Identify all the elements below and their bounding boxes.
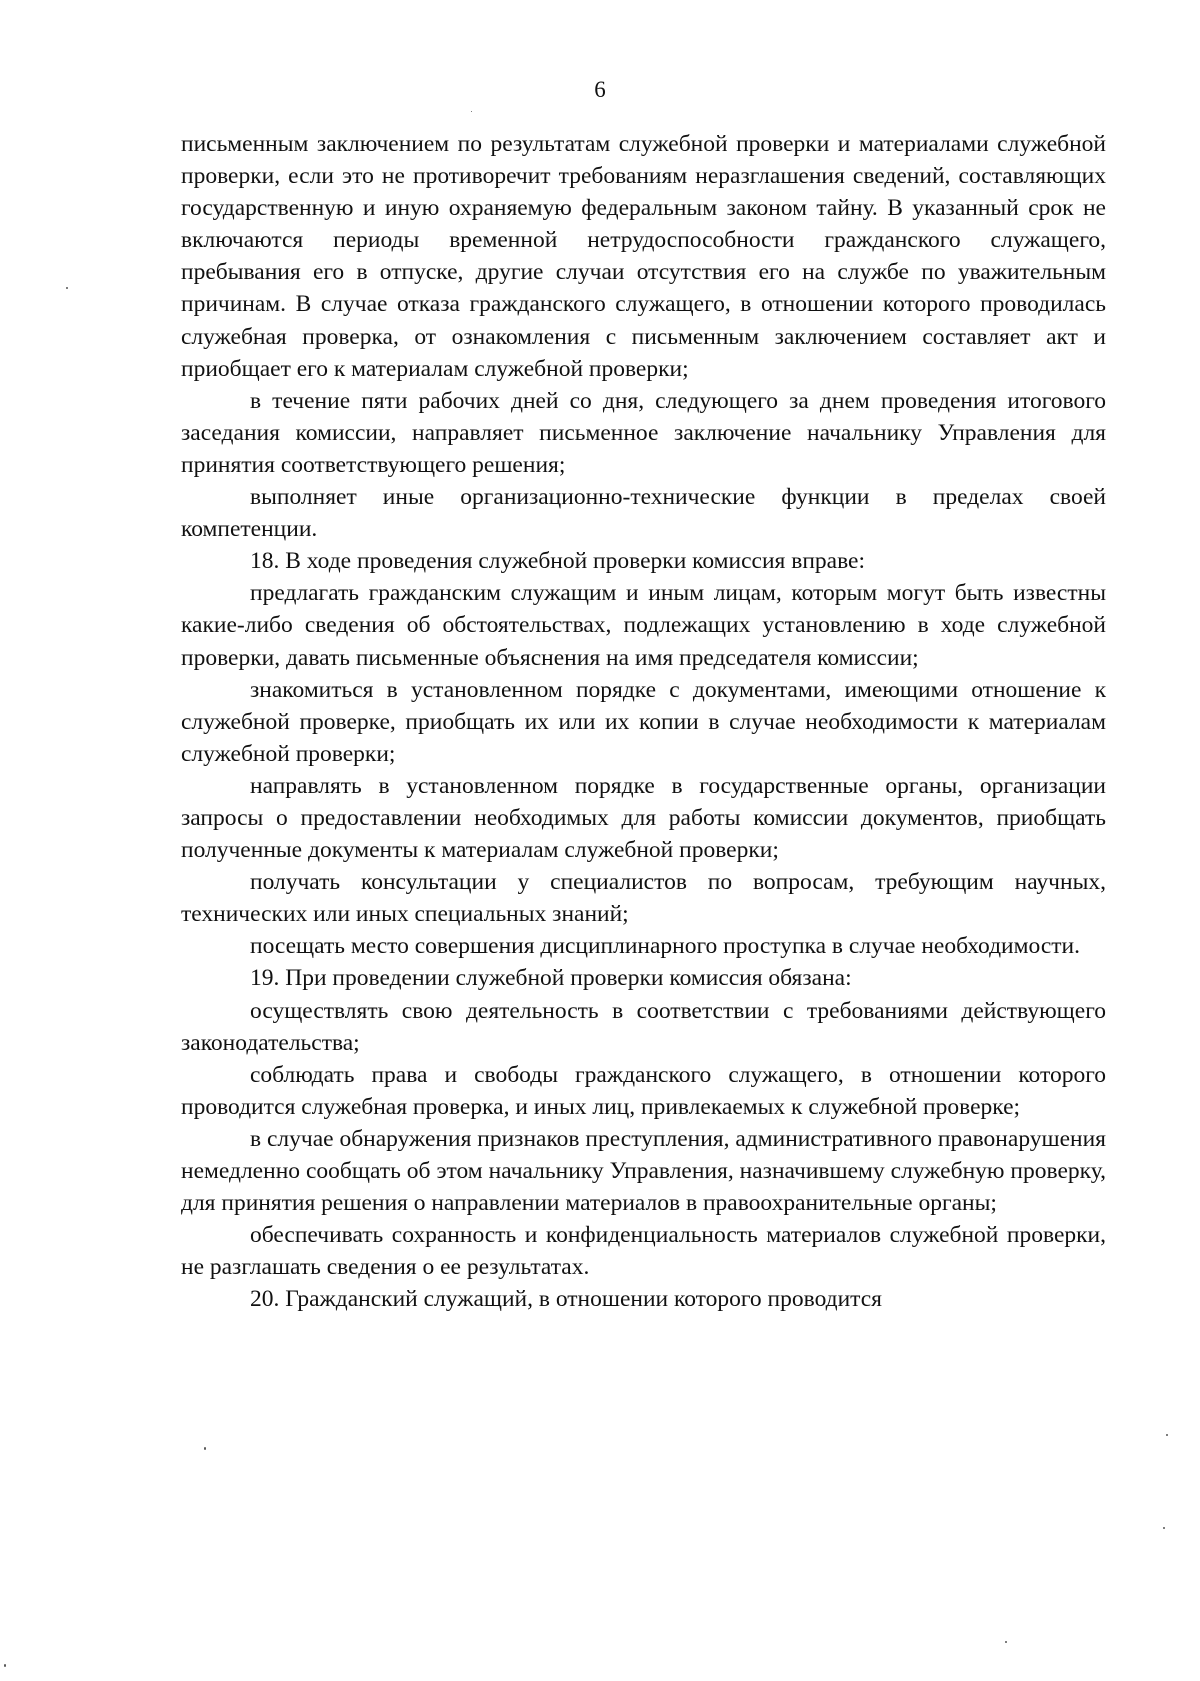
paragraph: в случае обнаружения признаков преступления, административного правонарушения немедленно сообщать об этом начальнику Управления, назначившему служебную проверку, для принятия решения о направлении материалов в правоохранительные органы; xyxy=(181,1125,1106,1217)
scan-speck xyxy=(1166,1434,1168,1436)
section-heading-18: 18. В ходе проведения служебной проверки комиссия вправе: xyxy=(250,548,866,575)
paragraph: посещать место совершения дисциплинарного проступка в случае необходимости. xyxy=(250,933,1080,960)
scan-speck xyxy=(4,1664,6,1667)
scan-speck xyxy=(1163,1527,1165,1529)
paragraph: в течение пяти рабочих дней со дня, следующего за днем проведения итогового заседания комиссии, направляет письменное заключение начальнику Управления для принятия соответствующего решения; xyxy=(181,387,1106,478)
scan-speck xyxy=(1005,1641,1007,1643)
paragraph: предлагать гражданским служащим и иным лицам, которым могут быть известны какие-либо сведения об обстоятельствах, подлежащих установлению в ходе служебной проверки, давать письменные объяснения на имя председателя комиссии; xyxy=(181,580,1106,671)
document-body xyxy=(181,128,1106,1315)
paragraph: направлять в установленном порядке в государственные органы, организации запросы о предоставлении необходимых для работы комиссии документов, приобщать полученные документы к материалам служебной проверки; xyxy=(181,772,1106,864)
paragraph: соблюдать права и свободы гражданского служащего, в отношении которого проводится служебная проверка, и иных лиц, привлекаемых к служебной проверке; xyxy=(181,1061,1106,1120)
paragraph: обеспечивать сохранность и конфиденциальность материалов служебной проверки, не разглашать сведения о ее результатах. xyxy=(181,1222,1106,1281)
section-heading-19: 19. При проведении служебной проверки комиссия обязана: xyxy=(250,965,852,992)
paragraph: выполняет иные организационно-технические функции в пределах своей компетенции. xyxy=(181,484,1106,543)
scan-speck xyxy=(471,111,472,112)
section-heading-20: 20. Гражданский служащий, в отношении которого проводится xyxy=(250,1286,882,1313)
page-number: 6 xyxy=(594,77,606,102)
paragraph: получать консультации у специалистов по вопросам, требующим научных, технических или иных специальных знаний; xyxy=(181,869,1106,928)
scan-speck xyxy=(204,1447,206,1450)
paragraph: письменным заключением по результатам служебной проверки и материалами служебной проверки, если это не противоречит требованиям неразглашения сведений, составляющих государственную и иную охраняемую федеральным законом тайну. В указанный срок не включаются периоды временной нетрудоспособности гражданского служащего, пребывания его в отпуске, другие случаи отсутствия его на службе по уважительным причинам. В случае отказа гражданского служащего, в отношении которого проводилась служебная проверка, от ознакомления с письменным заключением составляет акт и приобщает его к материалам служебной проверки; xyxy=(181,131,1106,382)
scan-speck xyxy=(66,287,68,289)
paragraph: осуществлять свою деятельность в соответствии с требованиями действующего законодательства; xyxy=(181,997,1106,1056)
paragraph: знакомиться в установленном порядке с документами, имеющими отношение к служебной проверке, приобщать их или их копии в случае необходимости к материалам служебной проверки; xyxy=(181,676,1106,767)
